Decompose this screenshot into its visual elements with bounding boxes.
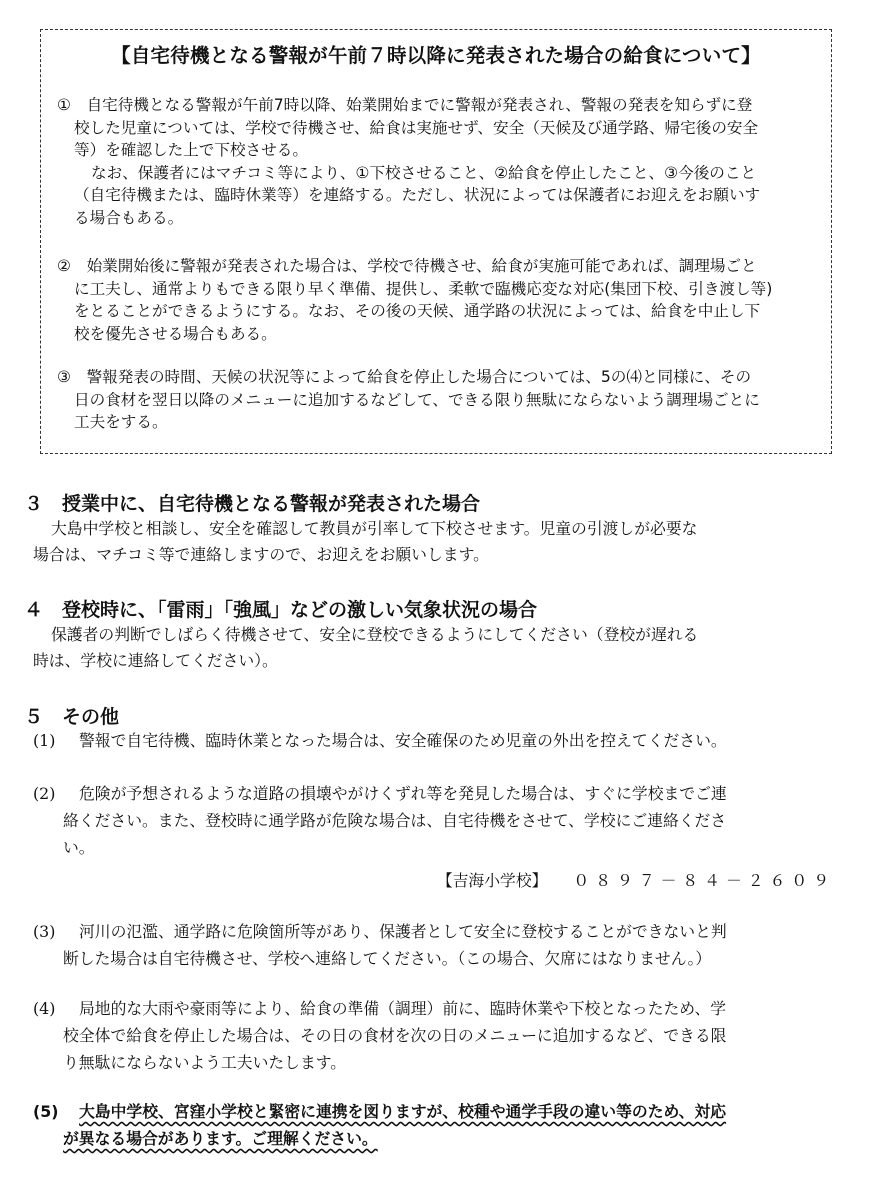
item-marker: (3) — [33, 922, 56, 941]
text-line: 絡ください。また、登校時に通学路が危険な場合は、自宅待機をさせて、学校にご連絡くださ — [63, 811, 727, 830]
text-line: ③ 警報発表の時間、天候の状況等によって給食を停止した場合については、5の⑷と同様に、その — [57, 368, 752, 386]
text-line: 日の食材を翌日以降のメニューに追加するなどして、できる限り無駄にならないよう調理場ごとに — [74, 390, 760, 409]
section-title: その他 — [62, 706, 120, 728]
box-paragraph-3 — [57, 366, 822, 434]
text-line: が異なる場合があります。ご理解ください。 — [63, 1129, 378, 1148]
text-line: 工夫をする。 — [74, 413, 168, 431]
list-item-1 — [33, 727, 851, 754]
text-line: に工夫し、通常よりもできる限り早く準備、提供し、柔軟で臨機応変な対応(集団下校、引き渡し等) — [74, 279, 773, 298]
school-name: 【吉海小学校】 — [436, 871, 548, 890]
section-title: 授業中に、自宅待機となる警報が発表された場合 — [62, 493, 481, 515]
list-item-2 — [33, 780, 851, 861]
text-line: る場合もある。 — [74, 208, 184, 227]
section-3-heading — [24, 489, 480, 516]
text-line: 保護者の判断でしばらく待機させて、安全に登校できるようにしてください（登校が遅れる — [51, 625, 699, 644]
phone-number: ０８９７－８４－２６０９ — [573, 871, 835, 890]
box-paragraph-2 — [57, 255, 822, 345]
section-5-heading — [24, 702, 119, 729]
item-marker: (4) — [33, 999, 56, 1018]
text-line: 時は、学校に連絡してください）。 — [33, 651, 278, 670]
notice-box — [40, 29, 832, 454]
item-marker: (5) — [33, 1102, 59, 1121]
text-line: 校全体で給食を停止した場合は、その日の食材を次の日のメニューに追加するなど、できる限 — [63, 1026, 727, 1045]
section-4-body — [33, 622, 848, 674]
section-4-heading — [24, 595, 537, 622]
text-line: 場合は、マチコミ等で連絡しますので、お迎えをお願いします。 — [33, 545, 489, 564]
text-line: 危険が予想されるような道路の損壊やがけくずれ等を発見した場合は、すぐに学校までご連 — [79, 784, 727, 803]
text-line: ① 自宅待機となる警報が午前7時以降、始業開始までに警報が発表され、警報の発表を知らずに登 — [57, 96, 753, 114]
text-line: 警報で自宅待機、臨時休業となった場合は、安全確保のため児童の外出を控えてください。 — [79, 731, 727, 750]
section-3-body — [33, 516, 848, 568]
text-line: い。 — [63, 838, 95, 857]
text-line: をとることができるようにする。なお、その後の天候、通学路の状況によっては、給食を中止し下 — [74, 302, 761, 320]
text-line: なお、保護者にはマチコミ等により、①下校させること、②給食を停止したこと、③今後のこと — [91, 163, 757, 182]
box-title: 【自宅待機となる警報が午前７時以降に発表された場合の給食について】 — [111, 44, 761, 67]
section-number: ５ — [24, 706, 44, 728]
text-line: 断した場合は自宅待機させ、学校へ連絡してください。（この場合、欠席にはなりません。） — [63, 949, 712, 968]
item-marker: (2) — [33, 784, 56, 803]
text-line: 等）を確認した上で下校させる。 — [74, 141, 308, 159]
text-line: （自宅待機または、臨時休業等）を連絡する。ただし、状況によっては保護者にお迎えをお願いす — [74, 186, 761, 204]
list-item-3 — [33, 918, 851, 972]
text-line: ② 始業開始後に警報が発表された場合は、学校で待機させ、給食が実施可能であれば、調理場ごと — [57, 257, 757, 275]
list-item-4 — [33, 995, 851, 1076]
text-line: 大島中学校、宮窪小学校と緊密に連携を図りますが、校種や通学手段の違い等のため、対応 — [79, 1102, 727, 1121]
text-line: 校を優先させる場合もある。 — [74, 324, 277, 343]
box-paragraph-1 — [57, 94, 822, 229]
contact-line — [437, 868, 835, 891]
text-line: 校した児童については、学校で待機させ、給食は実施せず、安全（天候及び通学路、帰宅後の安全 — [74, 118, 759, 137]
text-line: 大島中学校と相談し、安全を確認して教員が引率して下校させます。児童の引渡しが必要な — [51, 519, 698, 538]
list-item-5 — [33, 1098, 851, 1152]
text-line: 局地的な大雨や豪雨等により、給食の準備（調理）前に、臨時休業や下校となったため、学 — [79, 999, 727, 1018]
text-line: 河川の氾濫、通学路に危険箇所等があり、保護者として安全に登校することができないと判 — [79, 922, 727, 941]
section-number: ３ — [24, 493, 44, 515]
text-line: り無駄にならないよう工夫いたします。 — [63, 1053, 347, 1072]
section-title: 登校時に、「雷雨」「強風」などの激しい気象状況の場合 — [62, 599, 538, 621]
item-marker: (1) — [33, 731, 56, 750]
section-number: ４ — [24, 599, 44, 621]
